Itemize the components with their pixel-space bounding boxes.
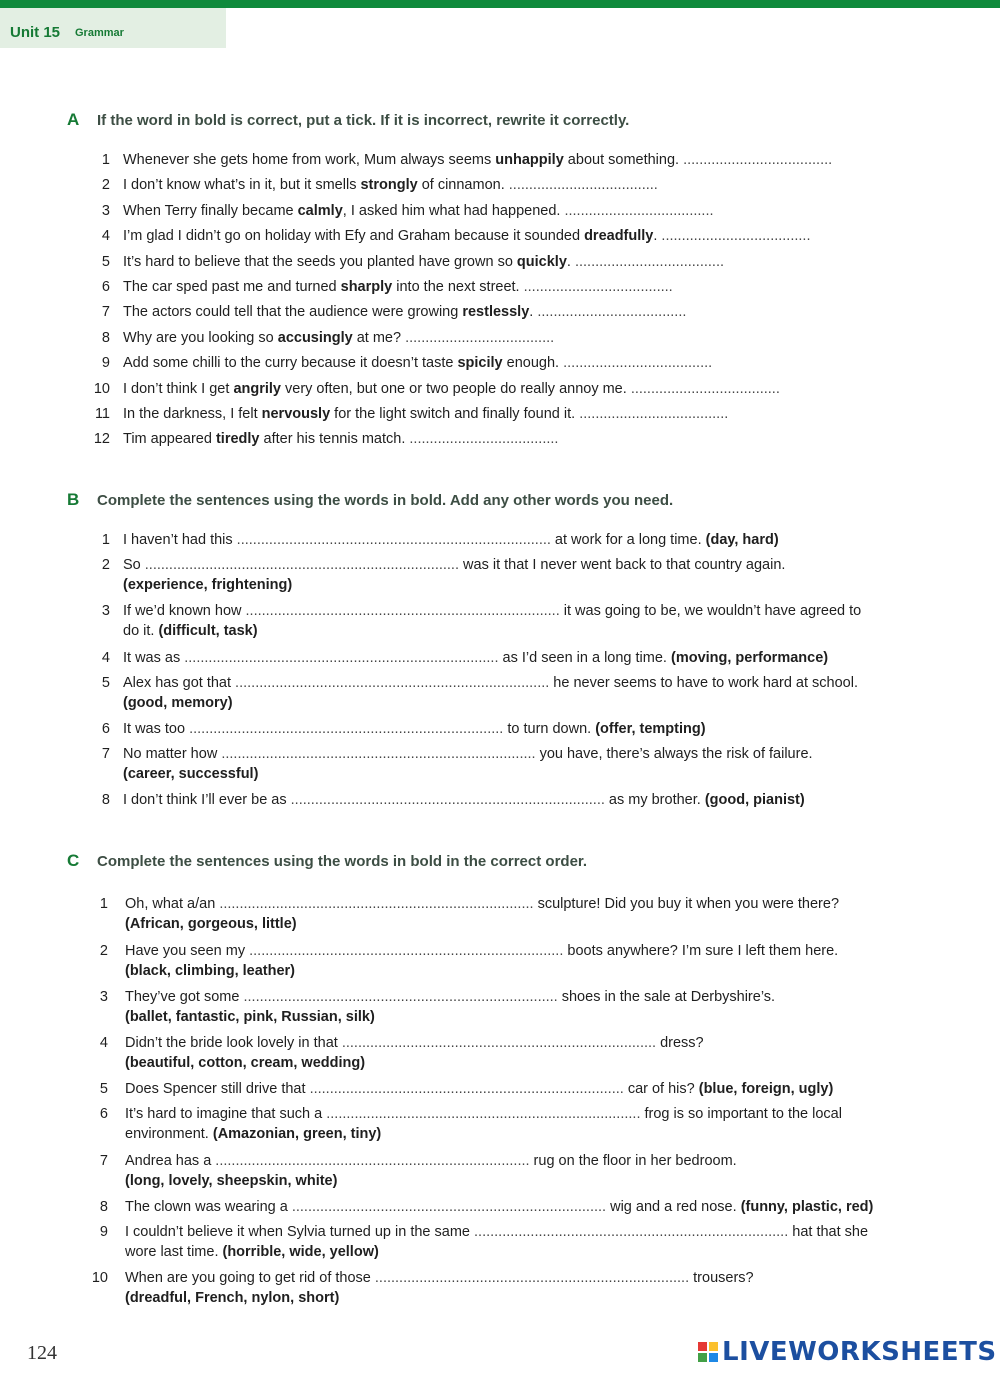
answer-blank[interactable]: ..................................... [409,431,559,448]
sentence-end: at me? [352,329,406,346]
sentence-start: Alex has got that [123,675,236,691]
sentence-end: wig and a red nose. [606,1199,741,1215]
question-text [125,1079,915,1099]
question-number: 1 [101,532,110,548]
question-line-1 [125,1268,915,1288]
question-line-2 [125,1007,915,1027]
bold-word: spicily [457,355,503,372]
question-text [125,1104,915,1144]
answer-blank[interactable]: .............................................................................. [326,1106,641,1122]
question-text [123,302,913,322]
sentence-end: . [566,253,575,270]
sentence-start: It’s hard to imagine that such a [125,1106,327,1122]
sentence-start: Andrea has a [125,1153,216,1169]
question-text [123,353,913,373]
section-c-letter: C [67,851,80,870]
sentence-start: No matter how [123,746,222,762]
answer-blank[interactable]: ..................................... [630,380,780,397]
question-number: 7 [99,1153,108,1169]
sentence-start: Why are you looking so [123,329,278,346]
question-line-1 [123,601,913,621]
question-number: 10 [91,1270,108,1286]
answer-blank[interactable]: ..................................... [683,152,833,168]
answer-blank[interactable]: ..................................... [537,304,687,321]
answer-blank[interactable]: .............................................................................. [184,650,499,666]
question-line-1 [125,987,915,1007]
line-2-text: do it. [123,623,159,639]
bold-word: unhappily [495,152,564,168]
answer-blank[interactable]: .............................................................................. [144,557,459,573]
section-b-instruction: Complete the sentences using the words in bold. Add any other words you need. [97,492,674,509]
unit-label: Unit 15 [10,24,61,41]
question-number: 7 [101,304,110,321]
sentence-end: into the next street. [392,279,524,295]
answer-blank[interactable]: .............................................................................. [309,1081,624,1097]
sentence-end: . [653,228,662,245]
sentence-start: I haven’t had this [123,532,237,548]
bold-words: (blue, foreign, ugly) [698,1081,834,1097]
sentence-end: for the light switch and finally found it. [330,406,580,422]
question-number: 9 [99,1224,108,1240]
question-line-1 [125,1222,915,1242]
question-text [123,277,913,297]
sentence-end: of cinnamon. [417,177,509,194]
question-number: 1 [101,152,110,168]
question-text [125,1268,915,1308]
question-text [123,226,913,246]
question-line-2 [125,1124,915,1144]
answer-blank[interactable]: ..................................... [405,329,555,346]
bold-words: (funny, plastic, red) [740,1199,874,1215]
answer-blank[interactable]: .............................................................................. [236,532,551,548]
sentence-end: frog is so important to the local [640,1106,842,1122]
question-line-1 [125,941,915,961]
bold-words: (African, gorgeous, little) [125,916,297,932]
sentence-start: I couldn’t believe it when Sylvia turned up in the same [125,1224,475,1240]
bold-word: nervously [261,406,331,422]
question-text [125,894,915,934]
logo-text: LIVEWORKSHEETS [722,1337,997,1367]
sentence-start: The clown was wearing a [125,1199,292,1215]
bold-word: calmly [297,202,343,219]
question-text [123,404,913,424]
question-text [123,601,913,641]
question-line-1 [123,530,913,550]
question-line-2 [123,621,913,641]
sentence-end: to turn down. [503,721,596,737]
question-number: 6 [101,279,110,295]
line-2-text: environment. [125,1126,213,1142]
question-line-1 [125,1151,915,1171]
sentence-end: boots anywhere? I’m sure I left them here. [563,943,839,959]
answer-blank[interactable]: .............................................................................. [235,675,550,691]
question-text [125,941,915,981]
bold-word: restlessly [462,304,530,321]
section-b-letter: B [67,490,80,509]
sentence-end: shoes in the sale at Derbyshire’s. [557,989,776,1005]
answer-blank[interactable]: .............................................................................. [341,1035,657,1051]
sentence-end: about something. [563,152,684,168]
bold-words: (career, successful) [123,766,259,782]
sentence-end: very often, but one or two people do really annoy me. [280,380,631,397]
question-text [123,719,913,739]
page-number: 124 [27,1342,57,1364]
question-line-1 [123,790,913,810]
logo-square-green [698,1353,707,1362]
sentence-start: Oh, what a/an [125,896,220,912]
bold-words: (good, pianist) [704,792,805,808]
section-label: Grammar [75,27,124,39]
question-number: 3 [101,603,110,619]
bold-words: (beautiful, cotton, cream, wedding) [125,1055,366,1071]
question-line-1 [123,673,913,693]
logo-square-blue [709,1353,718,1362]
question-number: 10 [93,380,110,397]
bold-words: (black, climbing, leather) [125,963,296,979]
question-line-2 [125,914,915,934]
question-text [123,648,913,668]
bold-word: tiredly [215,431,260,448]
answer-blank[interactable]: .............................................................................. [474,1224,789,1240]
logo-icon [698,1342,718,1362]
question-text [123,744,913,784]
bold-words: (ballet, fantastic, pink, Russian, silk) [125,1009,375,1025]
logo-square-red [698,1342,707,1351]
bold-words: (horrible, wide, yellow) [222,1244,379,1260]
question-number: 8 [101,329,110,346]
sentence-start: I don’t think I’ll ever be as [123,792,291,808]
bold-words: (experience, frightening) [123,577,293,593]
question-text [123,790,913,810]
sentence-start: They’ve got some [125,989,244,1005]
bold-word: strongly [360,177,418,194]
logo-square-yellow [709,1342,718,1351]
bold-words: (dreadful, French, nylon, short) [125,1290,340,1306]
question-number: 5 [99,1081,108,1097]
question-text [125,1197,915,1217]
question-number: 3 [99,989,108,1005]
sentence-start: It was as [123,650,185,666]
question-text [123,530,913,550]
question-line-1 [123,744,913,764]
unit-header-tab [0,8,226,48]
question-text [123,429,913,449]
answer-blank[interactable]: .............................................................................. [243,989,558,1005]
question-text [125,1222,915,1262]
question-number: 6 [99,1106,108,1122]
section-a-instruction: If the word in bold is correct, put a tick. If it is incorrect, rewrite it correctly. [97,112,630,129]
question-number: 9 [101,355,110,372]
sentence-start: Whenever she gets home from work, Mum always seems [123,152,496,168]
bold-words: (offer, tempting) [595,721,706,737]
sentence-end: trousers? [689,1270,754,1286]
answer-blank[interactable]: ..................................... [508,177,658,194]
sentence-start: When Terry finally became [123,202,298,219]
sentence-start: The car sped past me and turned [123,279,341,295]
sentence-end: as my brother. [604,792,705,808]
question-text [123,150,913,170]
bold-words: (difficult, task) [158,623,258,639]
question-number: 3 [101,202,110,219]
sentence-end: car of his? [623,1081,699,1097]
sentence-start: I don’t know what’s in it, but it smells [123,177,361,194]
question-line-1 [123,648,913,668]
sentence-end: was it that I never went back to that country again. [459,557,786,573]
question-line-2 [125,961,915,981]
question-text [123,328,913,348]
liveworksheets-logo [698,1337,997,1367]
sentence-start: In the darkness, I felt [123,406,262,422]
question-line-2 [125,1288,915,1308]
bold-words: (good, memory) [123,695,233,711]
question-line-2 [123,693,913,713]
question-text [123,673,913,713]
question-text [125,1033,915,1073]
question-line-1 [125,1197,915,1217]
sentence-end: enough. [502,355,564,372]
question-line-1 [125,1033,915,1053]
bold-word: angrily [233,380,281,397]
sentence-end: at work for a long time. [550,532,706,548]
question-line-1 [123,719,913,739]
sentence-start: If we’d known how [123,603,246,619]
question-number: 5 [101,675,110,691]
question-line-1 [125,894,915,914]
answer-blank[interactable]: .............................................................................. [249,943,564,959]
question-number: 12 [93,431,110,448]
section-c-instruction: Complete the sentences using the words in bold in the correct order. [97,853,588,870]
bold-words: (long, lovely, sheepskin, white) [125,1173,338,1189]
question-number: 7 [101,746,110,762]
bold-word: dreadfully [584,228,654,245]
question-line-1 [125,1079,915,1099]
sentence-start: When are you going to get rid of those [125,1270,375,1286]
answer-blank[interactable]: ..................................... [579,406,729,422]
answer-blank[interactable]: .............................................................................. [221,746,536,762]
bold-word: accusingly [277,329,353,346]
answer-blank[interactable]: .............................................................................. [291,1199,607,1215]
bold-words: (day, hard) [705,532,779,548]
sentence-start: I don’t think I get [123,380,234,397]
sentence-end: . [529,304,538,321]
section-a-letter: A [67,110,80,129]
sentence-start: So [123,557,145,573]
bold-words: (moving, performance) [670,650,829,666]
sentence-end: dress? [656,1035,704,1051]
sentence-end: it was going to be, we wouldn’t have agreed to [559,603,862,619]
sentence-end: hat that she [788,1224,869,1240]
question-text [125,987,915,1027]
sentence-start: The actors could tell that the audience were growing [123,304,463,321]
question-text [123,201,913,221]
sentence-start: I’m glad I didn’t go on holiday with Efy and Graham because it sounded [123,228,585,245]
question-number: 8 [101,792,110,808]
bold-words: (Amazonian, green, tiny) [212,1126,382,1142]
question-line-2 [125,1242,915,1262]
question-number: 5 [101,253,110,270]
bold-word: sharply [340,279,393,295]
answer-blank[interactable]: ..................................... [661,228,811,245]
question-line-2 [123,575,913,595]
answer-blank[interactable]: ..................................... [523,279,673,295]
top-green-bar [0,0,1000,8]
sentence-start: It’s hard to believe that the seeds you planted have grown so [123,253,517,270]
question-number: 2 [101,177,110,194]
answer-blank[interactable]: .............................................................................. [189,721,504,737]
answer-blank[interactable]: .............................................................................. [219,896,534,912]
answer-blank[interactable]: .............................................................................. [245,603,560,619]
sentence-end: he never seems to have to work hard at school. [549,675,858,691]
sentence-start: Didn’t the bride look lovely in that [125,1035,342,1051]
question-text [123,252,913,272]
bold-word: quickly [516,253,567,270]
answer-blank[interactable]: ..................................... [574,253,725,270]
sentence-end: , I asked him what had happened. [342,202,565,219]
sentence-start: Tim appeared [123,431,216,448]
sentence-start: Add some chilli to the curry because it doesn’t taste [123,355,458,372]
question-text [125,1151,915,1191]
question-number: 11 [94,406,110,422]
sentence-start: Have you seen my [125,943,250,959]
question-number: 1 [99,896,108,912]
question-number: 2 [99,943,108,959]
question-text [123,175,913,195]
question-line-1 [125,1104,915,1124]
sentence-end: as I’d seen in a long time. [498,650,671,666]
question-line-2 [125,1171,915,1191]
answer-blank[interactable]: ..................................... [564,202,714,219]
question-line-2 [125,1053,915,1073]
sentence-end: you have, there’s always the risk of failure. [535,746,813,762]
question-number: 4 [101,228,110,245]
sentence-start: Does Spencer still drive that [125,1081,310,1097]
question-number: 4 [101,650,110,666]
question-line-2 [123,764,913,784]
question-number: 8 [99,1199,108,1215]
question-text [123,555,913,595]
answer-blank[interactable]: ..................................... [563,355,713,372]
sentence-end: rug on the floor in her bedroom. [529,1153,737,1169]
sentence-start: It was too [123,721,190,737]
question-number: 6 [101,721,110,737]
answer-blank[interactable]: .............................................................................. [374,1270,690,1286]
answer-blank[interactable]: .............................................................................. [215,1153,530,1169]
answer-blank[interactable]: .............................................................................. [290,792,605,808]
question-number: 2 [101,557,110,573]
question-text [123,379,913,399]
line-2-text: wore last time. [125,1244,223,1260]
question-number: 4 [99,1035,108,1051]
sentence-end: sculpture! Did you buy it when you were there? [533,896,840,912]
sentence-end: after his tennis match. [259,431,410,448]
question-line-1 [123,555,913,575]
